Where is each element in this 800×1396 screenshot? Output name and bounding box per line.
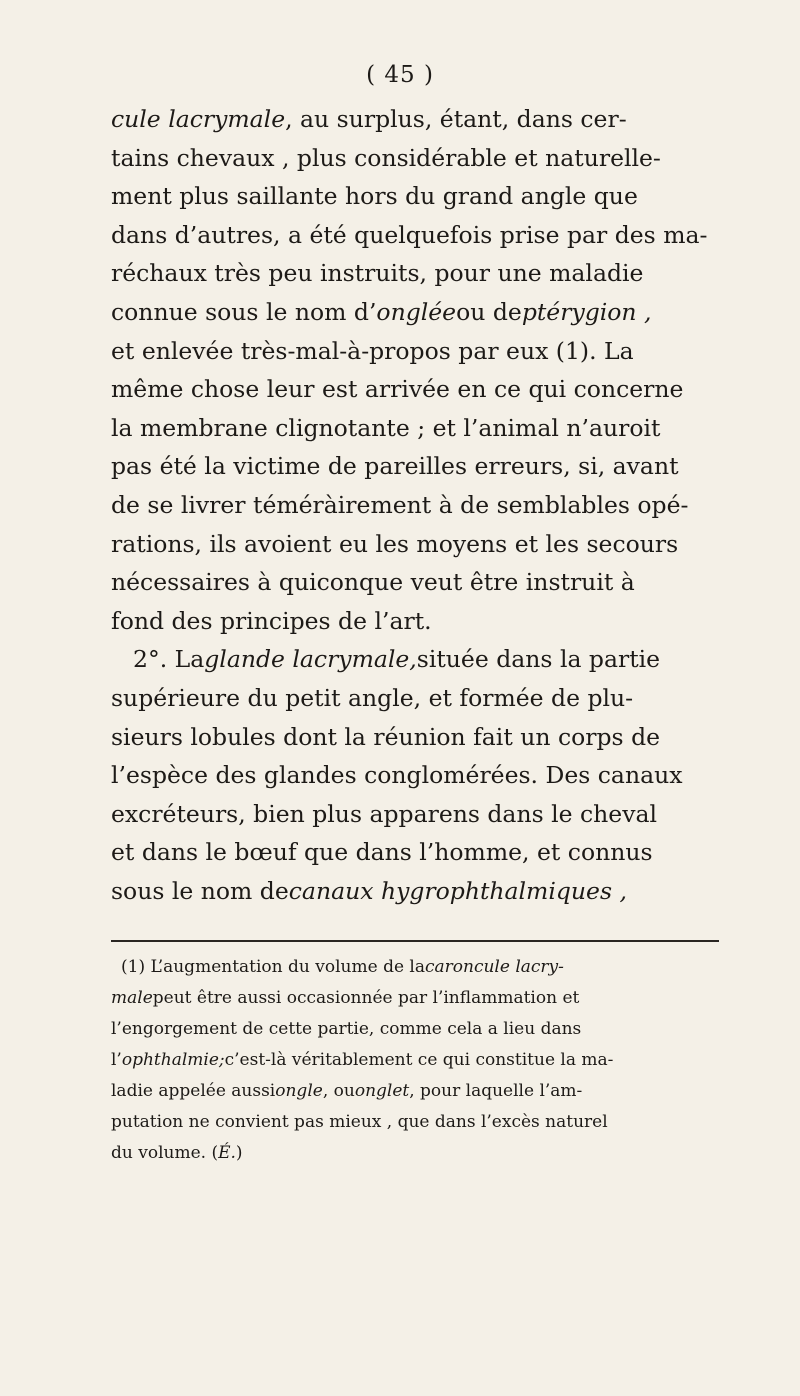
italic-term: ptérygion ,: [521, 297, 652, 326]
text-run: connue sous le nom d’: [111, 297, 377, 326]
italic-term: ophthalmie;: [121, 1050, 225, 1070]
text-line: rations, ils avoient eu les moyens et les secours: [111, 529, 679, 558]
text-run: l’: [111, 1050, 122, 1070]
text-run: , au surplus, étant, dans cer-: [285, 105, 627, 133]
footnote-line: [111, 983, 721, 1014]
italic-term: ongle: [275, 1081, 323, 1101]
text-line: dans d’autres, a été quelquefois prise par des ma-: [111, 220, 708, 249]
text-line: [111, 640, 721, 679]
text-line: réchaux très peu instruits, pour une maladie: [111, 259, 644, 288]
text-run: ): [235, 1143, 243, 1163]
text-run: c’est-là véritablement ce qui constitue la ma-: [224, 1050, 614, 1070]
text-run: située dans la partie: [416, 645, 661, 674]
text-run: , ou: [322, 1081, 355, 1101]
text-run: du volume. (: [111, 1143, 219, 1163]
text-run: 2°. La: [133, 645, 205, 674]
italic-term: cule lacrymale: [111, 105, 286, 133]
footnote-line: putation ne convient pas mieux , que dans l’excès naturel: [111, 1112, 608, 1132]
text-line: ment plus saillante hors du grand angle que: [111, 182, 638, 211]
text-run: , pour laquelle l’am-: [409, 1081, 583, 1101]
footnote-line: [111, 1138, 721, 1169]
footnote-line: [111, 952, 721, 983]
text-run: sous le nom de: [111, 876, 289, 905]
text-line: de se livrer téméràirement à de semblables opé-: [111, 490, 689, 519]
italic-term: onglet: [354, 1081, 410, 1101]
text-run: ou de: [456, 297, 522, 326]
page-number: ( 45 ): [366, 62, 434, 88]
italic-term: caroncule lacry-: [424, 957, 564, 977]
text-run: (1) L’augmentation du volume de la: [121, 957, 425, 977]
text-line: [111, 872, 721, 911]
text-line: pas été la victime de pareilles erreurs, si, avant: [111, 452, 679, 481]
footnote-divider: [111, 940, 719, 942]
text-line: excréteurs, bien plus apparens dans le cheval: [111, 799, 658, 828]
text-run: ladie appelée aussi: [111, 1081, 276, 1101]
footnote-line: [111, 1076, 721, 1107]
text-run: peut être aussi occasionnée par l’inflammation et: [152, 988, 580, 1008]
text-line: et dans le bœuf que dans l’homme, et connus: [111, 838, 653, 867]
main-text: [111, 100, 721, 910]
italic-term: male: [111, 988, 153, 1008]
text-line: la membrane clignotante ; et l’animal n’auroit: [111, 413, 661, 442]
footnote-line: l’engorgement de cette partie, comme cela a lieu dans: [111, 1019, 582, 1039]
text-line: l’espèce des glandes conglomérées. Des canaux: [111, 761, 683, 790]
text-line: [111, 100, 721, 139]
italic-term: É.: [218, 1143, 236, 1163]
footnote-line: [111, 1045, 721, 1076]
text-line: tains chevaux , plus considérable et naturelle-: [111, 143, 661, 172]
text-line: nécessaires à quiconque veut être instruit à: [111, 568, 635, 597]
italic-term: glande lacrymale,: [204, 645, 417, 674]
text-line: sieurs lobules dont la réunion fait un corps de: [111, 722, 661, 751]
text-line: et enlevée très-mal-à-propos par eux (1). La: [111, 336, 634, 365]
footnote: [111, 952, 721, 1169]
italic-term: onglée: [376, 297, 457, 326]
text-line: supérieure du petit angle, et formée de plu-: [111, 683, 634, 712]
text-line: même chose leur est arrivée en ce qui concerne: [111, 375, 684, 404]
text-line: fond des principes de l’art.: [111, 606, 432, 635]
italic-term: canaux hygrophthalmiques ,: [288, 876, 627, 905]
text-line: [111, 293, 721, 332]
